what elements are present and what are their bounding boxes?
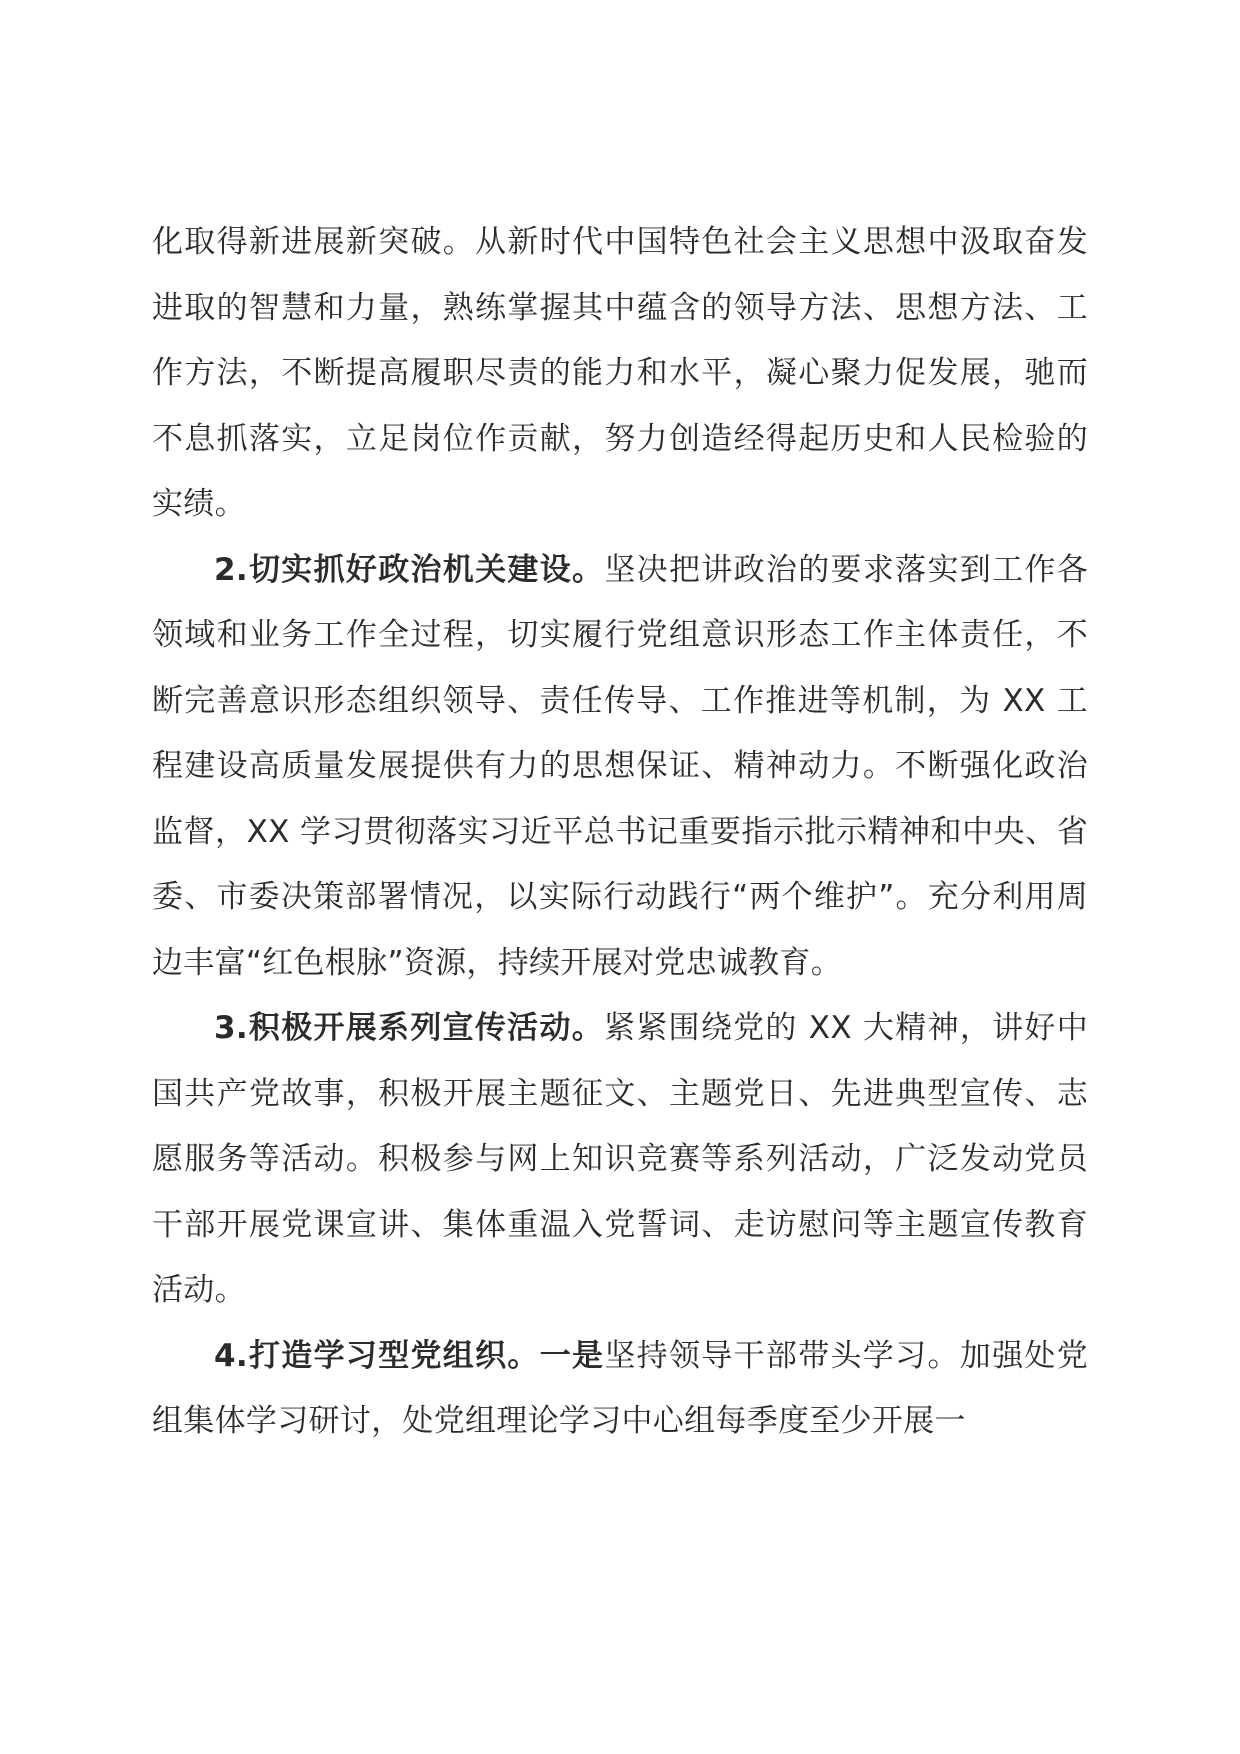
paragraph-2-text: 坚决把讲政治的要求落实到工作各领域和业务工作全过程，切实履行党组意识形态工作主体责任，不断完善意识形态组织领导、责任传导、工作推进等机制，为 XX 工程建设高质量发展提供有力的思想保证、精神动力。不断强化政治监督，XX 学习贯彻落实习近平总书记重要指示批示精神和中央、省委、市委决策部署情况，以实际行动践行“两个维护”。充分利用周边丰富“红色根脉”资源，持续开展对党忠诚教育。 [152,551,1089,981]
paragraph-3-text: 紧紧围绕党的 XX 大精神，讲好中国共产党故事，积极开展主题征文、主题党日、先进典型宣传、志愿服务等活动。积极参与网上知识竞赛等系列活动，广泛发动党员干部开展党课宣讲、集体重温入党誓词、走访慰问等主题宣传教育活动。 [152,1010,1088,1308]
paragraph-4 [152,1324,1088,1455]
paragraph-3-heading: 3.积极开展系列宣传活动。 [214,1010,604,1046]
paragraph-2-heading: 2.切实抓好政治机关建设。 [214,551,605,588]
paragraph-1-text: 化取得新进展新突破。从新时代中国特色社会主义思想中汲取奋发进取的智慧和力量，熟练掌握其中蕴含的领导方法、思想方法、工作方法，不断提高履职尽责的能力和水平，凝心聚力促发展，驰而不息抓落实，立足岗位作贡献，努力创造经得起历史和人民检验的实绩。 [152,224,1088,522]
paragraph-3 [152,996,1088,1324]
paragraph-4-lead: 一是 [539,1337,605,1374]
paragraph-4-text: 坚持领导干部带头学习。加强处党组集体学习研讨，处党组理论学习中心组每季度至少开展一 [152,1337,1088,1439]
document-page [152,210,1088,1455]
paragraph-4-heading: 4.打造学习型党组织。 [214,1337,540,1374]
paragraph-1 [152,210,1088,538]
paragraph-2 [152,538,1088,997]
